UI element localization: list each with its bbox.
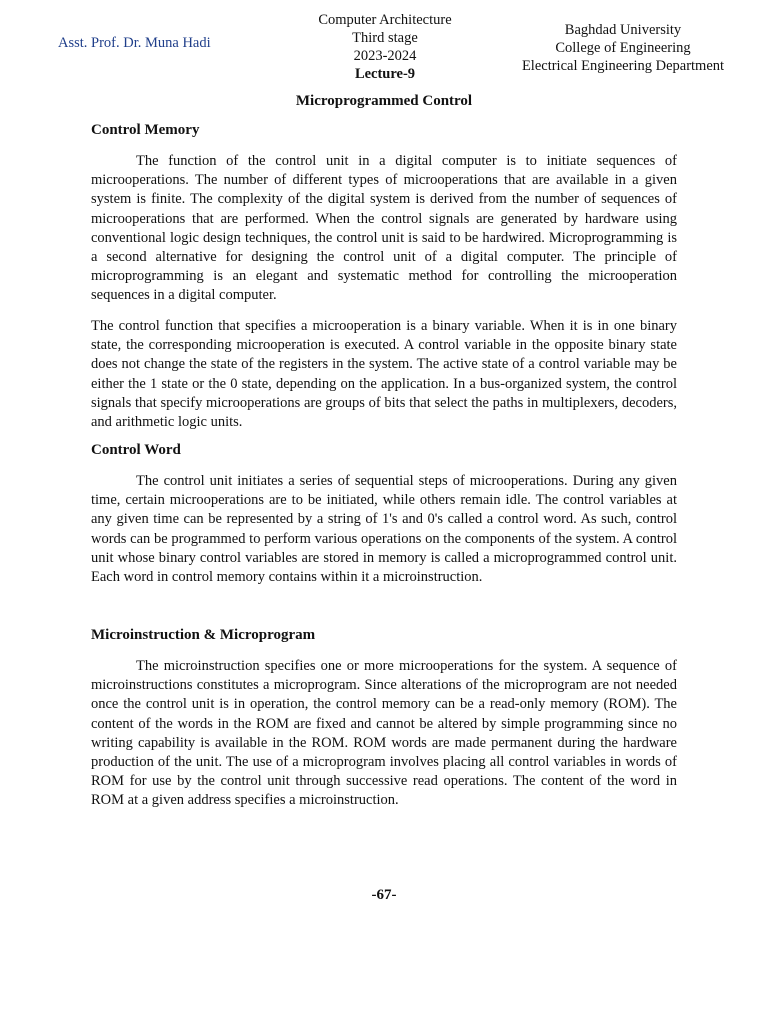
course-info bbox=[285, 11, 485, 83]
paragraph-control-word: The control unit initiates a series of sequential steps of microoperations. During any given time, certain microoperations are to be initiated, while others remain idle. The control variables at any given time can be represented by a string of 1's and 0's called a control word. As such, control words can be programmed to perform various operations on the components of the system. A control unit whose binary control variables are stored in memory is called a microprogrammed control unit. Each word in control memory contains within it a microinstruction. bbox=[91, 473, 677, 586]
department-name: Electrical Engineering Department bbox=[521, 58, 725, 74]
paragraph-control-memory-2: The control function that specifies a microoperation is a binary variable. When it is in one binary state, the corresponding microoperation is executed. A control variable in the opposite binary state does not change the state of the registers in the system. The active state of a control variable may be either the 1 state or the 0 state, depending on the application. In a bus-organized system, the control signals that specify microoperations are groups of bits that select the paths in multiplexers, decoders, and arithmetic logic units. bbox=[91, 318, 677, 431]
university-name: Baghdad University bbox=[564, 22, 682, 38]
section-heading-control-word: Control Word bbox=[91, 442, 181, 458]
section-heading-control-memory: Control Memory bbox=[91, 122, 200, 138]
page-number: -67- bbox=[371, 887, 397, 903]
paragraph-control-memory-1: The function of the control unit in a digital computer is to initiate sequences of microoperations. The number of different types of microoperations that are available in a given system is finite. The complexity of the digital system is derived from the number of sequences of microoperations that are performed. When the control signals are generated by hardware using conventional logic design techniques, the control unit is said to be hardwired. Microprogramming is a second alternative for designing the control unit of a digital computer. The principle of microprogramming is an elegant and systematic method for controlling the microoperation sequences in a digital computer. bbox=[91, 153, 677, 304]
page-title: Microprogrammed Control bbox=[295, 93, 473, 109]
institution-info bbox=[510, 21, 736, 75]
section-heading-microinstruction: Microinstruction & Microprogram bbox=[91, 627, 316, 643]
paragraph-microinstruction: The microinstruction specifies one or more microoperations for the system. A sequence of microinstructions constitutes a microprogram. Since alterations of the microprogram are not needed once the control unit is in operation, the control memory can be a read-only memory (ROM). The content of the words in the ROM are fixed and cannot be altered by simple programming since no writing capability is available in the ROM. ROM words are made permanent during the hardware production of the unit. The use of a microprogram involves placing all control variables in words of ROM for use by the control unit through successive read operations. The content of the word in ROM at a given address specifies a microinstruction. bbox=[91, 658, 677, 809]
course-title: Computer Architecture bbox=[318, 12, 452, 28]
academic-year: 2023-2024 bbox=[353, 48, 417, 64]
course-stage: Third stage bbox=[352, 30, 418, 46]
lecture-number: Lecture-9 bbox=[354, 66, 416, 82]
college-name: College of Engineering bbox=[555, 40, 691, 56]
author-name: Asst. Prof. Dr. Muna Hadi bbox=[58, 35, 211, 51]
